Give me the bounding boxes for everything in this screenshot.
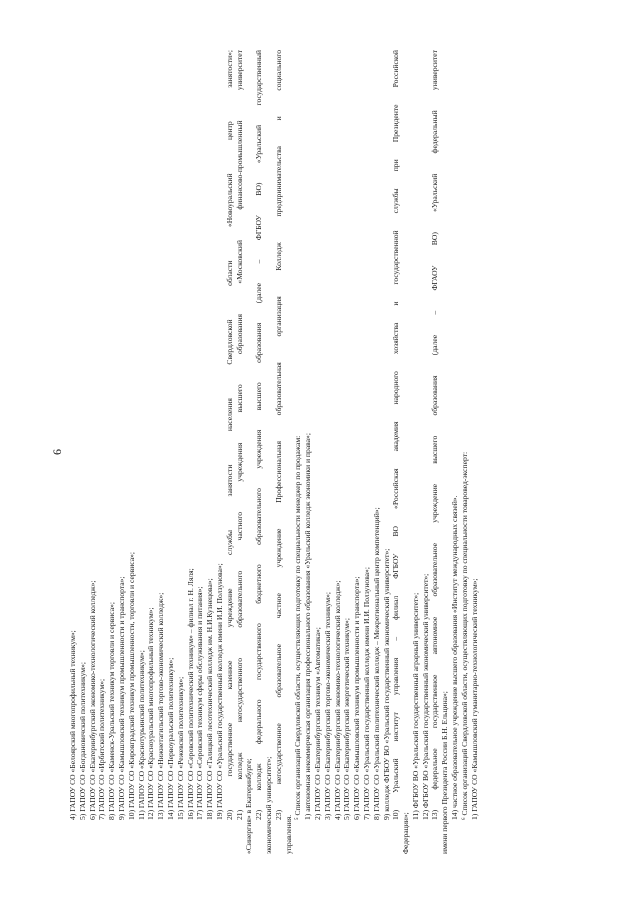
document-line: 4) ГАПОУ СО «Екатеринбургский экономико-технологический колледж»; <box>332 580 342 820</box>
document-line: 12) ГАПОУ СО «Красноуральский многопрофильный техникум»; <box>146 607 156 820</box>
document-line: 6) ГАПОУ СО «Камышловский техникум промышленности и транспорта»; <box>352 576 362 820</box>
document-line: 19) ГАПОУ СО «Уральский государственный колледж имени И.И. Ползунова»; <box>214 563 224 820</box>
document-line: 15) ГАПОУ СО «Режевской политехникум»; <box>175 676 185 820</box>
document-line: управления. <box>283 814 293 854</box>
document-line: 1) автономная некоммерческая организация профессионального образования «Уральский колледж экономики и права»; <box>303 433 313 820</box>
document-line: 23) негосударственное образовательное частное учреждение Профессиональная образовательная организация Колледж предпринимательства и социального <box>273 50 283 820</box>
document-line: ⁶ Список организаций Свердловской области, осуществляющих подготовку по специальности товаровед-эксперт: <box>459 451 469 820</box>
document-line: 18) ГАПОУ СО «Талицкий лесотехнический колледж им. Н.И.Кузнецова»; <box>205 578 215 820</box>
document-line: 5) ГАПОУ СО «Екатеринбургский энергетический техникум»; <box>342 618 352 820</box>
document-line: 14) частное образовательное учреждение высшего образования «Институт международных связей». <box>450 495 460 820</box>
document-line: имени первого Президента России Б.Н. Ельцина»; <box>440 691 450 854</box>
document-line: Федерации»; <box>401 812 411 854</box>
document-line: 7) ГАПОУ СО «Уральский государственный колледж имени И.И. Ползунова»; <box>361 567 371 820</box>
document-line: 12) ФГБОУ ВО «Уральский государственный экономический университет»; <box>420 573 430 820</box>
document-line: 11) ГАПОУ СО «Краснотурьинский политехникум»; <box>136 650 146 820</box>
document-line: 17) ГАПОУ СО «Серовский техникум сферы обслуживания и питания»; <box>195 586 205 820</box>
document-line: 14) ГАПОУ СО «Первоуральский политехникум»; <box>165 657 175 820</box>
document-line: 8) ГАПОУ СО «Каменск-Уральский техникум торговли и сервиса»; <box>107 601 117 820</box>
document-line: 2) ГАПОУ СО «Екатеринбургский техникум «Автоматика»; <box>312 627 322 820</box>
document-line: 13) федеральное государственное автономное образовательное учреждение высшего образования (далее – ФГАОУ ВО) «Уральский федеральный университет <box>430 50 440 820</box>
document-line: 7) ГАПОУ СО «Ирбитский политехникум»; <box>97 678 107 820</box>
document-line: 9) колледж ФГБОУ ВО «Уральский государственный экономический университет»; <box>381 548 391 820</box>
document-line: 6) ГАПОУ СО «Екатеринбургский экономико-технологический колледж»; <box>87 580 97 820</box>
document-line: 5) ГАПОУ СО «Богдановичский политехникум»; <box>77 662 87 820</box>
document-line: 10) ГАПОУ СО «Кировградский техникум промышленности, торговли и сервиса»; <box>126 551 136 820</box>
document-line: 1) ГАПОУ СО «Камышловский гуманитарно-технологический техникум»; <box>469 578 479 820</box>
document-line: 21) колледж негосударственного образовательного частного учреждения высшего образования «Московский финансово-промышленный университет <box>234 50 244 820</box>
document-line: 11) ФГБОУ ВО «Уральский государственный аграрный университет»; <box>410 592 420 820</box>
document-line: 22) колледж федерального государственного бюджетного образовательного учреждения высшего образования (далее – ФГБОУ ВО) «Уральский государственный <box>254 50 264 820</box>
page-number: 6 <box>50 449 64 455</box>
document-line: 16) ГАПОУ СО «Серовский политехнический техникум» – филиал г. Н. Ляля; <box>185 568 195 820</box>
document-line: 9) ГАПОУ СО «Камышловский техникум промышленности и транспорта»; <box>116 576 126 820</box>
document-line: ⁵ Список организаций Свердловской области, осуществляющих подготовку по специальности менеджер по продажам: <box>293 435 303 820</box>
document-line: 10) Уральский институт управления – филиал ФГБОУ ВО «Российская академия народного хозяйства и государственной службы при Президенте Российской <box>391 50 401 820</box>
document-line: 20) государственное казенное учреждение службы занятости населения Свердловской области «Новоуральский центр занятости»; <box>224 50 234 820</box>
document-line: 3) ГАПОУ СО «Екатеринбургский торгово-экономический техникум»; <box>322 591 332 820</box>
rotated-content <box>40 32 600 872</box>
document-line: «Синергия» в Екатеринбурге; <box>244 758 254 854</box>
footnote-list <box>68 50 479 854</box>
document-line: 4) ГАПОУ СО «Белоярский многопрофильный техникум»; <box>68 630 77 820</box>
document-line: экономический университет»; <box>263 756 273 854</box>
document-line: 8) ГАПОУ СО «Уральский политехнический колледж – Межрегиональный центр компетенций»; <box>371 507 381 820</box>
document-line: 13) ГАПОУ СО «Нижнетагильский торгово-экономический колледж»; <box>156 592 166 820</box>
